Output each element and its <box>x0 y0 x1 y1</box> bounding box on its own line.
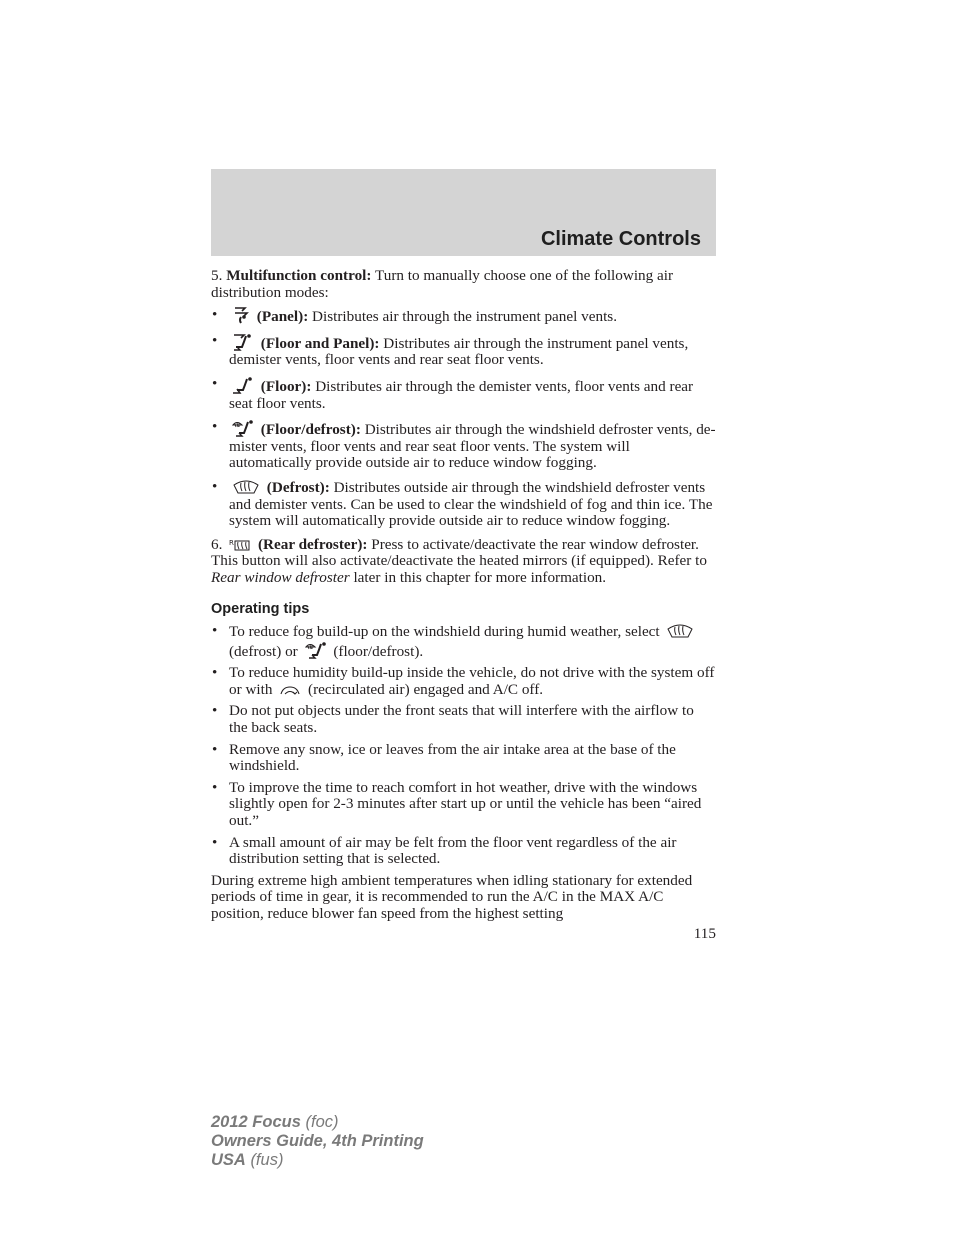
defrost-icon <box>666 623 694 639</box>
mode-panel-label: (Panel): <box>256 308 309 326</box>
floor-defrost-icon <box>232 419 254 437</box>
tip-item: • A small amount of air may be felt from the floor vent regardless of the air distribution setting that is selected. <box>211 835 716 868</box>
tip-2-text: To reduce humidity build-up inside the vehicle, do not drive with the system off or with <box>229 664 715 698</box>
page-content <box>211 268 716 942</box>
document-footer <box>211 1113 424 1170</box>
item-6-reference: Rear window defroster <box>211 568 350 586</box>
mode-floor-defrost-label: (Floor/defrost): <box>260 421 361 439</box>
mode-defrost <box>211 479 716 530</box>
panel-vent-icon <box>232 307 250 324</box>
footer-guide: Owners Guide, 4th Printing <box>211 1132 424 1150</box>
floor-vent-icon <box>232 376 254 394</box>
item-6-paragraph <box>211 537 716 587</box>
footer-market-code: (fus) <box>250 1151 284 1169</box>
footer-line-3 <box>211 1151 424 1170</box>
mode-panel-text: Distributes air through the instrument panel vents. <box>312 308 618 326</box>
recirculated-air-icon <box>279 685 301 697</box>
item-5-paragraph <box>211 268 716 301</box>
mode-floor-and-panel <box>211 333 716 369</box>
mode-floor-text: Distributes air through the demister vents, floor vents and rear seat floor vents. <box>229 377 694 412</box>
mode-defrost-text: Distributes outside air through the windshield defroster vents and demister vents. Can be used to clear the windshield of fog and thin ice. The system will automatically provide outside air to reduce window fogging. <box>229 478 713 530</box>
closing-paragraph: During extreme high ambient temperatures when idling stationary for extended periods of time in gear, it is recommended to run the A/C in the MAX A/C position, reduce blower fan speed from the highest setting <box>211 871 693 922</box>
tip-item: • To improve the time to reach comfort in hot weather, drive with the windows slightly open for 2-3 minutes after start up or until the vehicle has been “aired out.” <box>211 780 716 830</box>
tip-1-text: To reduce fog build-up on the windshield during humid weather, select <box>229 623 660 641</box>
footer-line-1 <box>211 1113 424 1132</box>
svg-text:R: R <box>229 538 235 547</box>
floor-and-panel-vent-icon <box>232 333 254 351</box>
mode-defrost-label: (Defrost): <box>266 478 330 496</box>
mode-panel <box>211 307 716 326</box>
defrost-icon <box>232 479 260 495</box>
tip-item <box>211 623 716 660</box>
tip-item: • Remove any snow, ice or leaves from the air intake area at the base of the windshield. <box>211 742 716 775</box>
tip-item <box>211 665 716 698</box>
item-6-title: (Rear defroster): <box>257 535 368 553</box>
mode-floor-and-panel-label: (Floor and Panel): <box>260 334 380 352</box>
mode-floor-defrost <box>211 419 716 472</box>
item-6-text-after: later in this chapter for more information. <box>353 568 607 586</box>
page-number: 115 <box>693 924 716 942</box>
footer-model: 2012 Focus <box>211 1113 301 1131</box>
footer-market: USA <box>211 1151 246 1169</box>
air-distribution-mode-list <box>211 307 716 530</box>
footer-model-code: (foc) <box>305 1113 339 1131</box>
mode-floor <box>211 376 716 412</box>
item-5-number: 5. <box>211 267 223 284</box>
footer-line-2 <box>211 1132 424 1151</box>
rear-defroster-icon <box>229 538 251 552</box>
tip-item: • Do not put objects under the front seats that will interfere with the airflow to the back seats. <box>211 703 716 736</box>
item-6-text-before: Press to activate/deactivate the rear window defroster. This button will also activate/deactivate the heated mirrors (if equipped). Refer to <box>211 535 707 570</box>
item-5-text: Turn to manually choose one of the following air distribution modes: <box>211 267 674 301</box>
mode-floor-and-panel-text: Distributes air through the instrument panel vents, demister vents, floor vents and rear seat floor vents. <box>229 334 689 369</box>
section-title: Climate Controls <box>540 228 701 250</box>
section-header-band <box>211 169 716 256</box>
tip-1-defrost-text: (defrost) or <box>229 642 298 660</box>
operating-tips-heading: Operating tips <box>211 600 310 617</box>
mode-floor-defrost-text: Distributes air through the windshield defroster vents, de-mister vents, floor vents and rear seat floor vents. The system will automatically provide outside air to reduce window fogging. <box>229 421 716 472</box>
mode-floor-label: (Floor): <box>260 377 312 395</box>
floor-defrost-icon <box>305 641 327 659</box>
operating-tips-list <box>211 623 716 868</box>
item-5-title: Multifunction control: <box>226 267 372 284</box>
item-6-number: 6. <box>211 535 223 553</box>
tip-1-floor-defrost-text: (floor/defrost). <box>333 642 424 660</box>
tip-2-text-after: (recirculated air) engaged and A/C off. <box>308 680 544 698</box>
